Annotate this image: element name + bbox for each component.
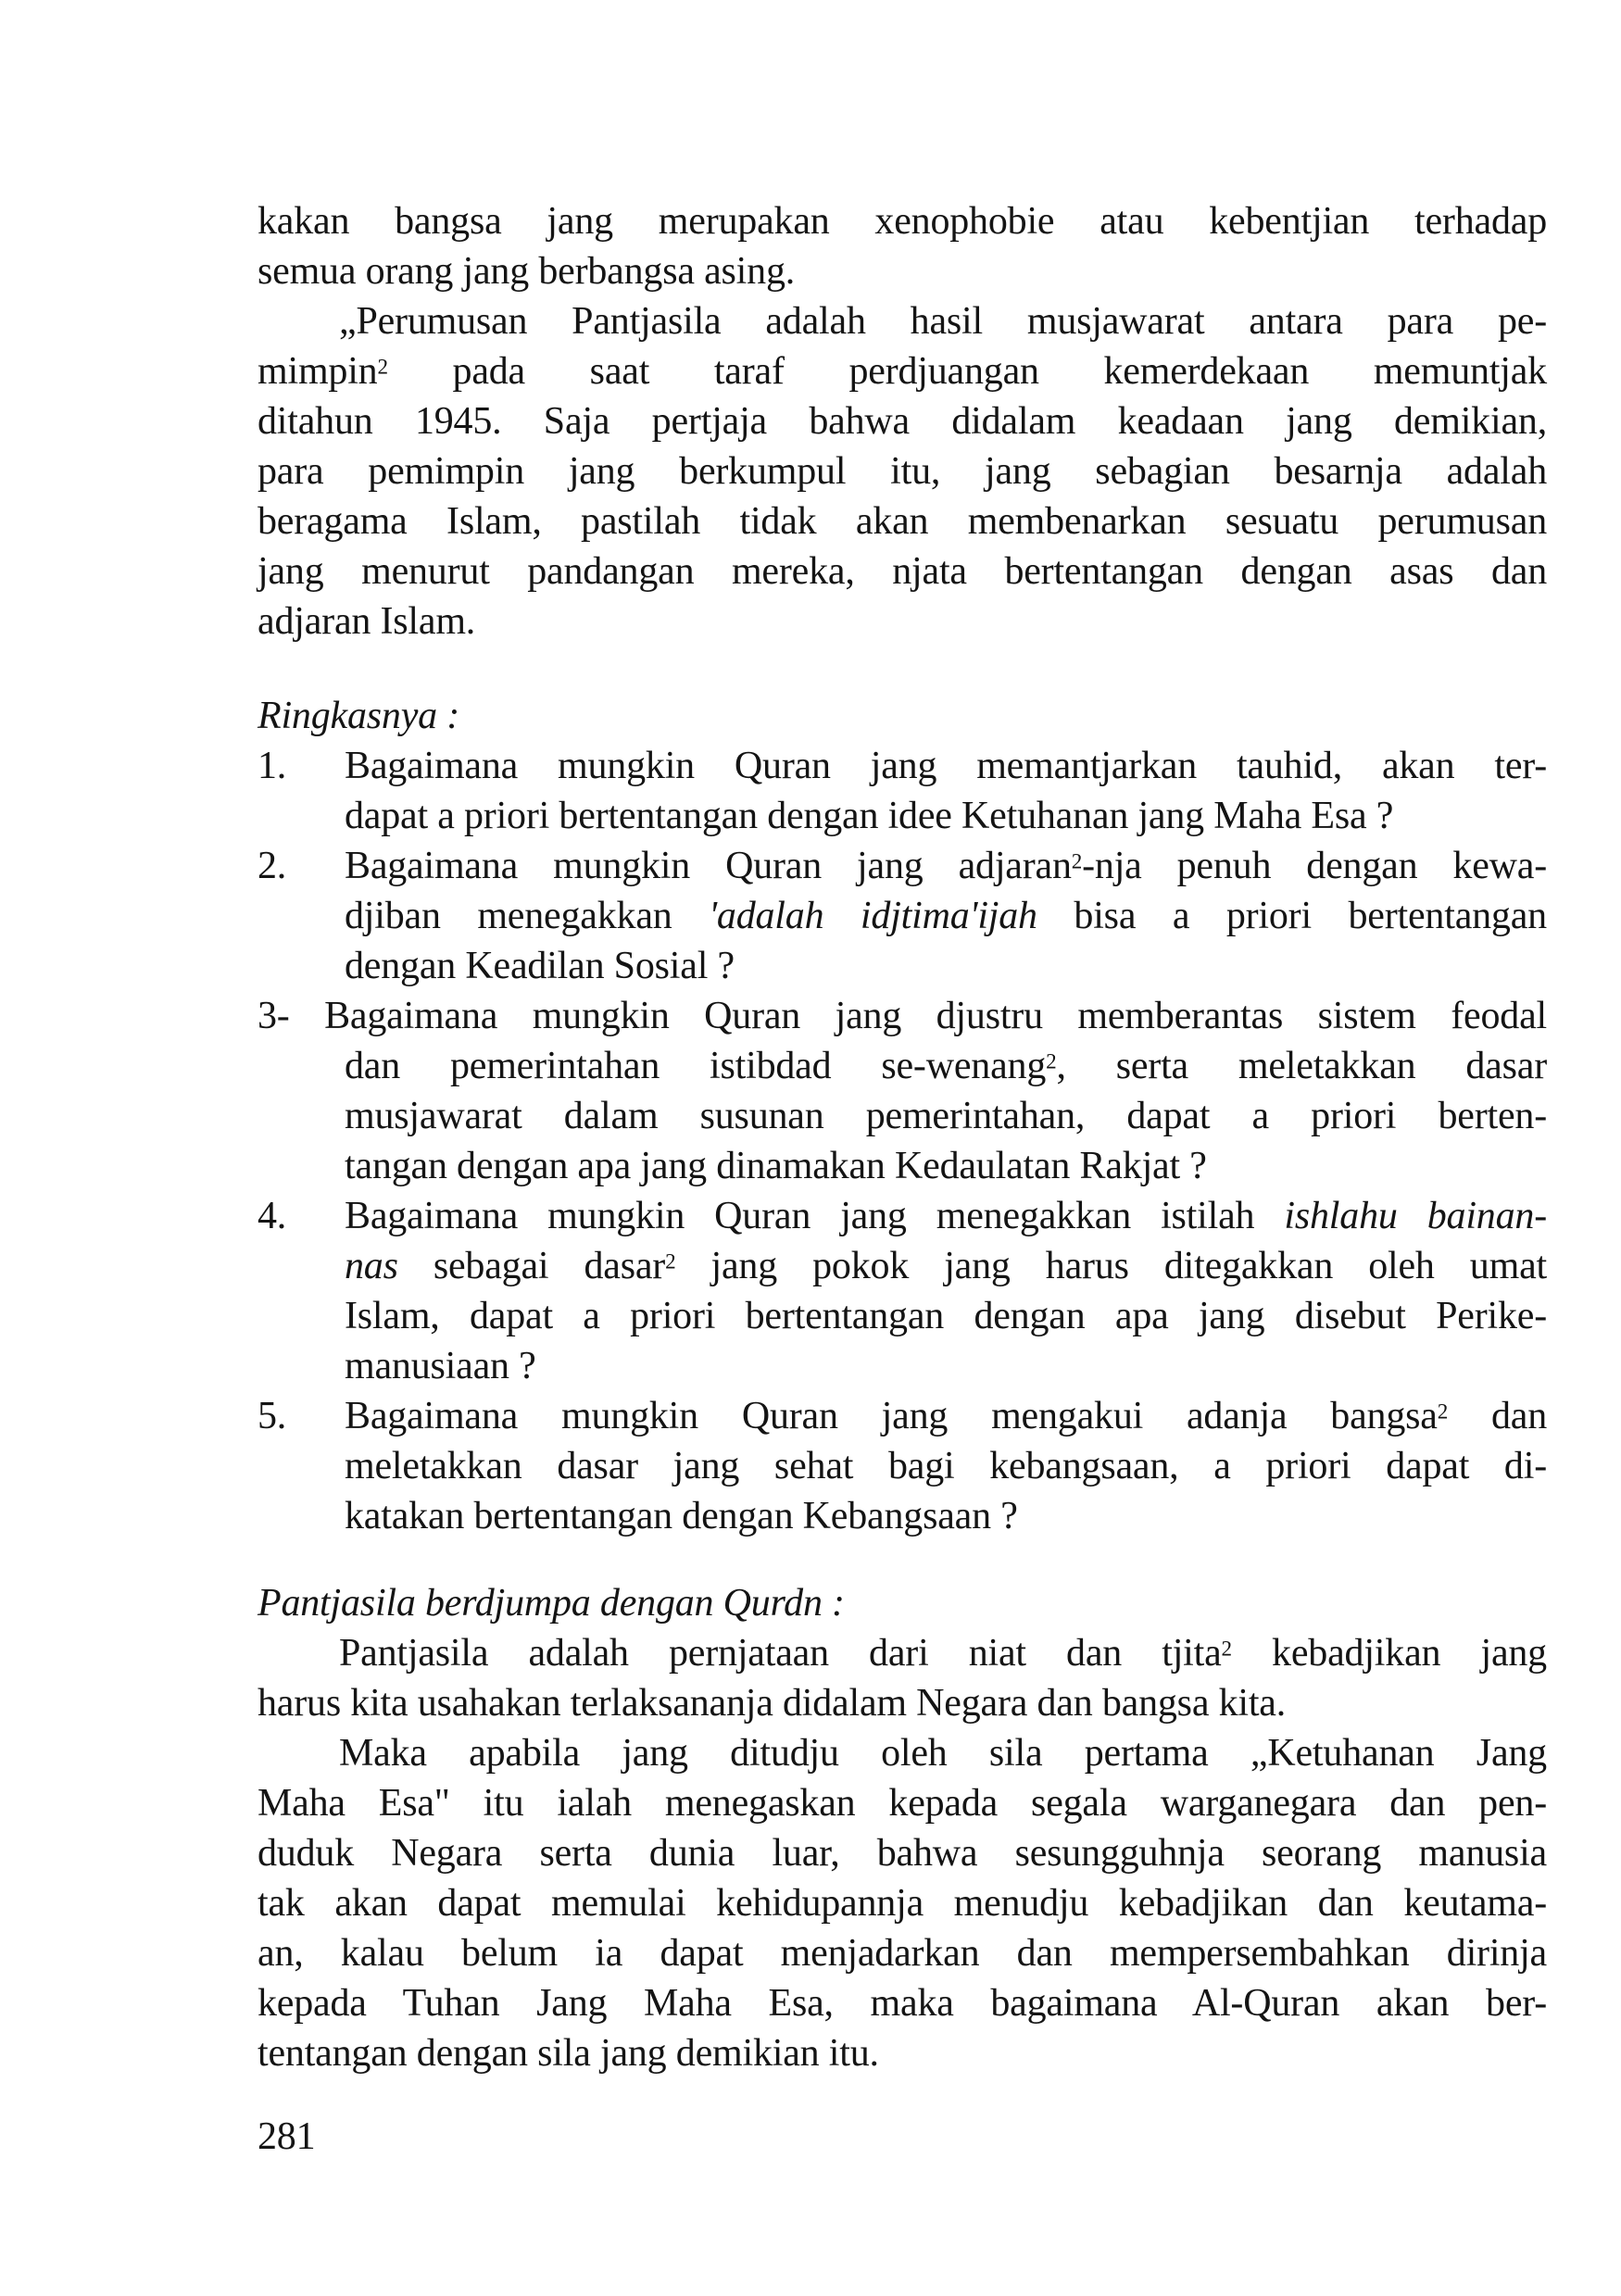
- text-line: dapat a priori bertentangan dengan idee Ketuhanan jang Maha Esa ?: [345, 795, 1394, 837]
- text-line: tak akan dapat memulai kehidupannja menudju kebadjikan dan keutama-: [258, 1882, 1547, 1925]
- text-line: harus kita usahakan terlaksananja didalam Negara dan bangsa kita.: [258, 1682, 1287, 1725]
- text-line: 3- Bagaimana mungkin Quran jang djustru memberantas sistem feodal: [258, 995, 1547, 1037]
- text-block: [258, 196, 1547, 2162]
- text-segment: Bagaimana mungkin Quran jang menegakkan istilah: [345, 1195, 1285, 1237]
- list-number: 2.: [258, 845, 287, 887]
- paragraph: [258, 196, 1547, 296]
- text-line: [345, 1191, 1547, 1241]
- text-segment: dan pemerintahan istibdad se-wenang: [345, 1045, 1047, 1087]
- text-line: „Perumusan Pantjasila adalah hasil musjawarat antara para pe-: [339, 300, 1547, 343]
- italic-phrase: 'adalah idjtima'ijah: [709, 895, 1037, 937]
- text-line: duduk Negara serta dunia luar, bahwa sesungguhnja seorang manusia: [258, 1832, 1547, 1875]
- list-item-text: [345, 1391, 1547, 1541]
- text-line: Islam, dapat a priori bertentangan dengan apa jang disebut Perike-: [345, 1295, 1547, 1337]
- text-segment: dan: [1448, 1395, 1548, 1437]
- paragraph: [258, 1728, 1547, 2078]
- text-segment: bisa a priori bertentangan: [1037, 895, 1547, 937]
- text-segment: djiban menegakkan: [345, 895, 710, 937]
- superscript: 2: [1071, 848, 1083, 873]
- list-item: [258, 991, 1547, 1191]
- superscript: 2: [1046, 1048, 1057, 1073]
- text-line: katakan bertentangan dengan Kebangsaan ?: [345, 1495, 1018, 1537]
- list-number: 1.: [258, 745, 287, 787]
- text-segment: Pantjasila adalah pernjataan dari niat dan tjita: [339, 1632, 1222, 1675]
- list-item: [258, 1391, 1547, 1541]
- text-line: manusiaan ?: [345, 1345, 536, 1387]
- superscript: 2: [377, 354, 388, 379]
- page-number: 281: [258, 2115, 316, 2158]
- text-line: [258, 346, 1547, 396]
- text-line: kepada Tuhan Jang Maha Esa, maka bagaimana Al-Quran akan ber-: [258, 1982, 1547, 2025]
- text-line: tangan dengan apa jang dinamakan Kedaulatan Rakjat ?: [345, 1145, 1207, 1187]
- text-segment: mimpin: [258, 350, 378, 393]
- text-segment: Bagaimana mungkin Quran jang mengakui adanja bangsa: [345, 1395, 1438, 1437]
- text-line: jang menurut pandangan mereka, njata bertentangan dengan asas dan: [258, 550, 1547, 593]
- text-line: meletakkan dasar jang sehat bagi kebangsaan, a priori dapat di-: [345, 1445, 1547, 1487]
- text-segment: -nja penuh dengan kewa-: [1082, 845, 1547, 887]
- list-item-text: [345, 841, 1547, 991]
- section-heading: Ringkasnya :: [258, 695, 460, 737]
- text-line: dengan Keadilan Sosial ?: [345, 945, 735, 987]
- paragraph: [258, 296, 1547, 646]
- text-segment: jang pokok jang harus ditegakkan oleh umat: [675, 1245, 1547, 1287]
- text-segment: kebadjikan jang: [1231, 1632, 1547, 1675]
- list-item: [258, 741, 1547, 841]
- numbered-list: [258, 741, 1547, 1541]
- paragraph: [258, 1628, 1547, 1728]
- text-line: semua orang jang berbangsa asing.: [258, 250, 796, 293]
- text-line: Bagaimana mungkin Quran jang memantjarkan tauhid, akan ter-: [345, 745, 1547, 787]
- text-segment: , serta meletakkan dasar: [1056, 1045, 1547, 1087]
- text-line: [345, 891, 1547, 941]
- section-heading: Pantjasila berdjumpa dengan Qurdn :: [258, 1582, 845, 1625]
- text-segment: Bagaimana mungkin Quran jang adjaran: [345, 845, 1072, 887]
- text-segment: pada saat taraf perdjuangan kemerdekaan memuntjak: [387, 350, 1547, 393]
- text-line: [345, 1041, 1547, 1091]
- list-item: [258, 1191, 1547, 1391]
- italic-phrase: ishlahu bainan-: [1284, 1195, 1547, 1237]
- list-item: [258, 841, 1547, 991]
- text-line: beragama Islam, pastilah tidak akan membenarkan sesuatu perumusan: [258, 500, 1547, 543]
- text-segment: sebagai dasar: [397, 1245, 666, 1287]
- text-line: adjaran Islam.: [258, 600, 476, 643]
- text-line: para pemimpin jang berkumpul itu, jang sebagian besarnja adalah: [258, 450, 1547, 493]
- superscript: 2: [1221, 1636, 1232, 1661]
- superscript: 2: [1437, 1399, 1449, 1424]
- list-item-text: [345, 1191, 1547, 1391]
- text-line: ditahun 1945. Saja pertjaja bahwa didalam keadaan jang demikian,: [258, 400, 1547, 443]
- text-line: kakan bangsa jang merupakan xenophobie atau kebentjian terhadap: [258, 200, 1547, 243]
- list-item-text: [345, 741, 1547, 841]
- italic-phrase: nas: [345, 1245, 398, 1287]
- list-number: 5.: [258, 1395, 287, 1437]
- text-line: Maka apabila jang ditudju oleh sila pertama „Ketuhanan Jang: [339, 1732, 1547, 1775]
- text-line: tentangan dengan sila jang demikian itu.: [258, 2032, 879, 2075]
- text-line: an, kalau belum ia dapat menjadarkan dan mempersembahkan dirinja: [258, 1932, 1547, 1975]
- superscript: 2: [665, 1248, 676, 1273]
- list-number: 4.: [258, 1195, 287, 1237]
- text-line: [345, 1241, 1547, 1291]
- text-line: [258, 1628, 1547, 1678]
- list-item-text: [345, 1041, 1547, 1191]
- text-line: musjawarat dalam susunan pemerintahan, dapat a priori berten-: [345, 1095, 1547, 1137]
- text-line: [345, 1391, 1547, 1441]
- text-line: Maha Esa" itu ialah menegaskan kepada segala warganegara dan pen-: [258, 1782, 1547, 1825]
- text-line: [345, 841, 1547, 891]
